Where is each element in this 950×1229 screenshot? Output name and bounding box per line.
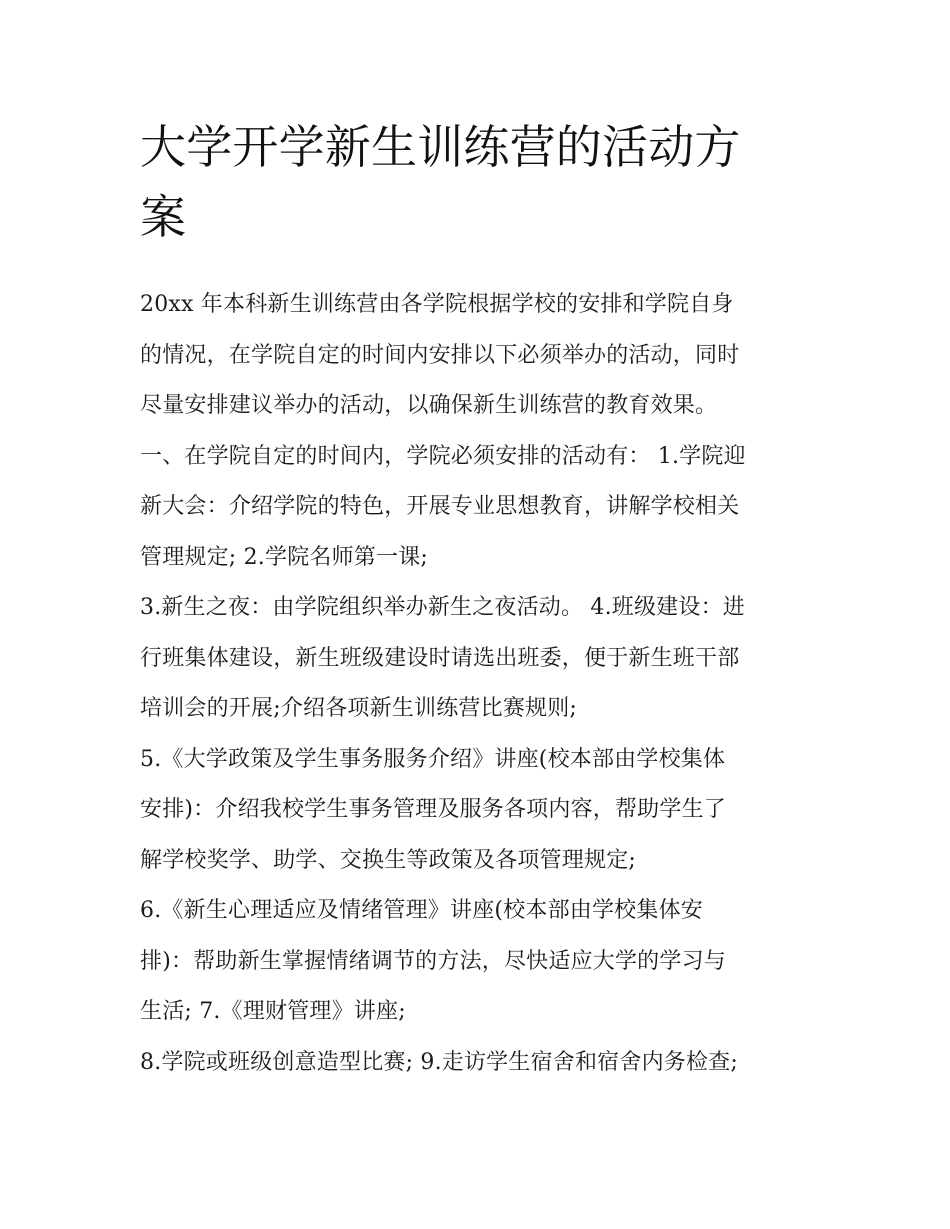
text-line: 6.《新生心理适应及情绪管理》讲座(校本部由学校集体安 [140,898,703,923]
text-line: 尽量安排建议举办的活动，以确保新生训练营的教育效果。 [140,393,718,418]
text-line: 8.学院或班级创意造型比赛; 9.走访学生宿舍和宿舍内务检查; [140,1049,738,1075]
paragraph-items-6-7 [140,886,820,1038]
text-line: 新大会：介绍学院的特色，开展专业思想教育，讲解学校相关 [140,494,740,519]
text-line: 一、在学院自定的时间内，学院必须安排的活动有： 1.学院迎 [140,443,746,469]
text-line: 解学校奖学、助学、交换生等政策及各项管理规定; [140,847,637,873]
text-line: 安排)：介绍我校学生事务管理及服务各项内容，帮助学生了 [140,797,726,822]
document-body [140,280,820,1088]
text-line: 管理规定; 2.学院名师第一课; [140,544,429,570]
text-line: 生活; 7.《理财管理》讲座; [140,999,406,1024]
paragraph-items-8-9 [140,1038,820,1089]
title-line: 案 [140,190,187,244]
text-line: 排)：帮助新生掌握情绪调节的方法，尽快适应大学的学习与 [140,948,726,974]
paragraph-items-3-4 [140,583,820,735]
document-title [140,112,820,252]
paragraph-required-activities [140,432,820,584]
paragraph-item-5 [140,735,820,887]
text-line: 3.新生之夜：由学院组织举办新生之夜活动。 4.班级建设：进 [140,595,745,620]
text-line: 5.《大学政策及学生事务服务介绍》讲座(校本部由学校集体 [140,746,726,772]
text-line: 培训会的开展;介绍各项新生训练营比赛规则; [140,696,578,721]
title-line: 大学开学新生训练营的活动方 [140,120,741,174]
text-line: 的情况，在学院自定的时间内安排以下必须举办的活动，同时 [140,342,740,368]
text-line: 20xx 年本科新生训练营由各学院根据学校的安排和学院自身 [140,292,734,317]
paragraph-intro [140,280,820,432]
text-line: 行班集体建设，新生班级建设时请选出班委，便于新生班干部 [140,645,740,671]
